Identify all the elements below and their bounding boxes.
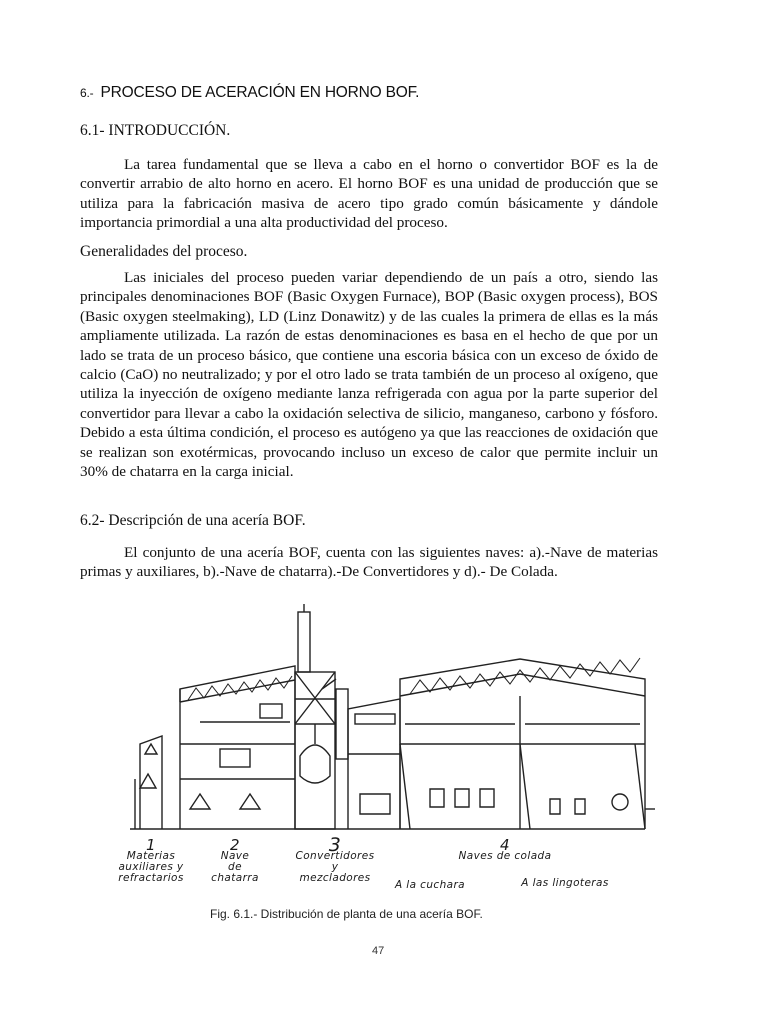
figure-label-3-line-1: Convertidores xyxy=(295,850,375,862)
chapter-number: 6.- xyxy=(80,86,94,100)
figure-caption: Fig. 6.1.- Distribución de planta de una acería BOF. xyxy=(210,907,483,921)
figure-label-2-line-2: de xyxy=(228,861,242,873)
figure-label-1-line-1: Materias xyxy=(126,850,176,862)
figure-label-3 xyxy=(280,834,390,884)
figure-label-3-number: 3 xyxy=(328,834,342,856)
chapter-title xyxy=(80,84,419,102)
figure-label-2 xyxy=(200,836,270,884)
figure-label-2-line-1: Nave xyxy=(220,850,250,862)
plant-layout-drawing xyxy=(100,604,660,834)
section-heading-general: Generalidades del proceso. xyxy=(80,243,248,260)
plant-layout-figure xyxy=(100,604,660,904)
figure-label-2-line-3: chatarra xyxy=(211,872,259,884)
paragraph-general xyxy=(80,268,658,481)
figure-label-2-number: 2 xyxy=(230,836,240,854)
figure-label-1-line-2: auxiliares y xyxy=(118,861,184,873)
figure-label-4 xyxy=(430,836,580,862)
figure-label-1 xyxy=(106,836,196,884)
figure-label-1-number: 1 xyxy=(146,836,156,854)
figure-sublabel-ladle: A la cuchara xyxy=(394,879,466,891)
section-heading-intro: 6.1- INTRODUCCIÓN. xyxy=(80,122,231,139)
paragraph-description xyxy=(80,543,658,582)
chapter-title-text: PROCESO DE ACERACIÓN EN HORNO BOF. xyxy=(100,84,420,101)
section-heading-description: 6.2- Descripción de una acería BOF. xyxy=(80,512,306,529)
figure-label-4-number: 4 xyxy=(500,836,510,854)
figure-label-1-line-3: refractarios xyxy=(118,872,184,884)
figure-label-4-line-1: Naves de colada xyxy=(458,850,552,862)
paragraph-intro xyxy=(80,155,658,233)
page-number: 47 xyxy=(372,945,385,957)
paragraph-intro-text: La tarea fundamental que se lleva a cabo en el horno o convertidor BOF es la de convertir arrabio de alto horno en acero. El horno BOF es una unidad de producción que se utiliza para la fabricación masiva de acero tipo grado común básicamente y dándole importancia primordial a una alta productividad del proceso. xyxy=(80,156,658,232)
paragraph-general-text: Las iniciales del proceso pueden variar dependiendo de un país a otro, siendo las principales denominaciones BOF (Basic Oxygen Furnace), BOP (Basic oxygen process), BOS (Basic oxygen steelmaking), LD (Linz Donawitz) y de las cuales la primera de ellas es la más ampliamente utilizada. La razón de estas denominaciones es basa en el hecho de que por un lado se trata de un proceso básico, que contiene una escoria básica con un exceso de óxido de calcio (CaO) no neutralizado; y por el otro lado se trata también de un proceso al oxígeno, que utiliza la inyección de oxígeno mediante lanza refrigerada con agua por la parte superior del convertidor para llevar a cabo la oxidación selectiva de silicio, manganeso, carbono y fósforo. Debido a esta última condición, el proceso es autógeno ya que las reacciones de oxidación que se realizan son exotérmicas, provocando incluso un exceso de calor que permite incluir un 30% de chatarra en la carga inicial. xyxy=(80,269,658,481)
paragraph-description-text: El conjunto de una acería BOF, cuenta con las siguientes naves: a).-Nave de materias primas y auxiliares, b).-Nave de chatarra).-De Convertidores y d).- De Colada. xyxy=(80,544,658,581)
figure-label-3-line-3: mezcladores xyxy=(299,872,371,884)
figure-label-3-line-2: y xyxy=(331,861,339,873)
figure-sublabel-ingot-molds: A las lingoteras xyxy=(521,877,609,889)
